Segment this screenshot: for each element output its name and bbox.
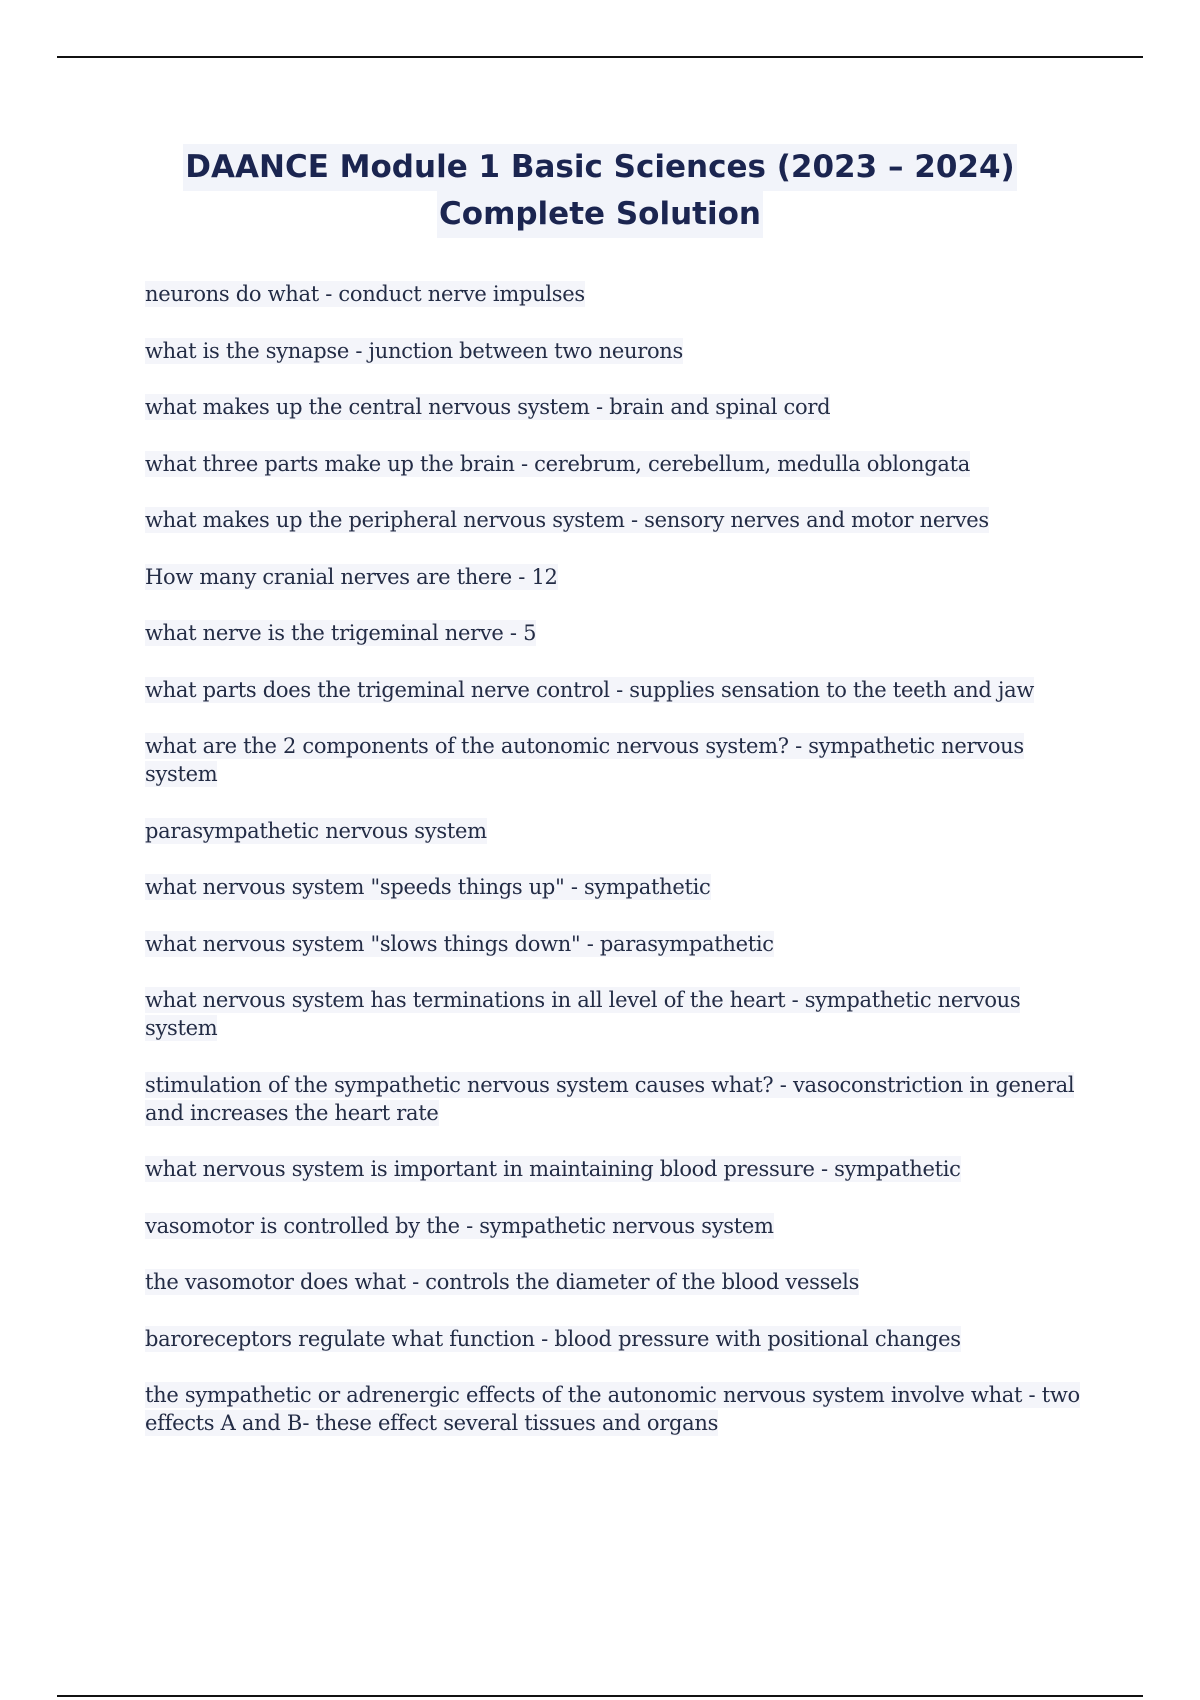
qa-item	[145, 393, 1080, 421]
qa-item-text: what nerve is the trigeminal nerve - 5	[145, 621, 537, 645]
title-line-1: DAANCE Module 1 Basic Sciences (2023 – 2024)	[183, 144, 1016, 191]
qa-item	[145, 873, 1080, 901]
title-line-2: Complete Solution	[437, 191, 763, 238]
qa-item	[145, 676, 1080, 704]
qa-item-text: what is the synapse - junction between two neurons	[145, 338, 684, 363]
qa-item	[145, 817, 1080, 845]
qa-item	[145, 450, 1080, 478]
qa-item-text: what nervous system is important in maintaining blood pressure - sympathetic	[145, 1157, 961, 1181]
qa-item	[145, 1212, 1080, 1240]
qa-item-text: parasympathetic nervous system	[145, 818, 487, 843]
bottom-rule	[57, 1695, 1143, 1697]
qa-item	[145, 1155, 1080, 1183]
qa-item-text: what parts does the trigeminal nerve control - supplies sensation to the teeth and jaw	[145, 677, 1035, 702]
qa-item	[145, 732, 1080, 788]
qa-item	[145, 1325, 1080, 1353]
qa-item-text: baroreceptors regulate what function - blood pressure with positional changes	[145, 1326, 961, 1351]
qa-item	[145, 1381, 1080, 1437]
qa-item-text: what three parts make up the brain - cerebrum, cerebellum, medulla oblongata	[145, 451, 970, 476]
qa-item	[145, 506, 1080, 534]
qa-item	[145, 1071, 1080, 1127]
qa-item	[145, 280, 1080, 308]
qa-item-text: the vasomotor does what - controls the diameter of the blood vessels	[145, 1270, 860, 1294]
qa-item-text: How many cranial nerves are there - 12	[145, 564, 558, 589]
qa-item	[145, 337, 1080, 365]
qa-item-text: the sympathetic or adrenergic effects of the autonomic nervous system involve what - two effects A and B- these effect several tissues and organs	[145, 1383, 1080, 1435]
document-title	[0, 144, 1200, 238]
qa-item	[145, 563, 1080, 591]
qa-item-text: what nervous system has terminations in all level of the heart - sympathetic nervous system	[145, 988, 1021, 1040]
qa-item-text: what are the 2 components of the autonomic nervous system? - sympathetic nervous system	[145, 734, 1024, 786]
qa-item-text: what nervous system "speeds things up" - sympathetic	[145, 875, 711, 899]
qa-item	[145, 619, 1080, 647]
qa-item-text: neurons do what - conduct nerve impulses	[145, 282, 585, 306]
qa-item	[145, 930, 1080, 958]
qa-item-text: vasomotor is controlled by the - sympathetic nervous system	[145, 1213, 774, 1238]
top-rule	[57, 56, 1143, 58]
qa-item-text: what makes up the central nervous system - brain and spinal cord	[145, 395, 831, 419]
qa-item-text: stimulation of the sympathetic nervous system causes what? - vasoconstriction in general and increases the heart rate	[145, 1072, 1075, 1125]
qa-item	[145, 1268, 1080, 1296]
qa-item	[145, 986, 1080, 1042]
qa-item-text: what nervous system "slows things down" - parasympathetic	[145, 931, 774, 956]
qa-list	[145, 280, 1080, 1466]
qa-item-text: what makes up the peripheral nervous system - sensory nerves and motor nerves	[145, 508, 989, 532]
